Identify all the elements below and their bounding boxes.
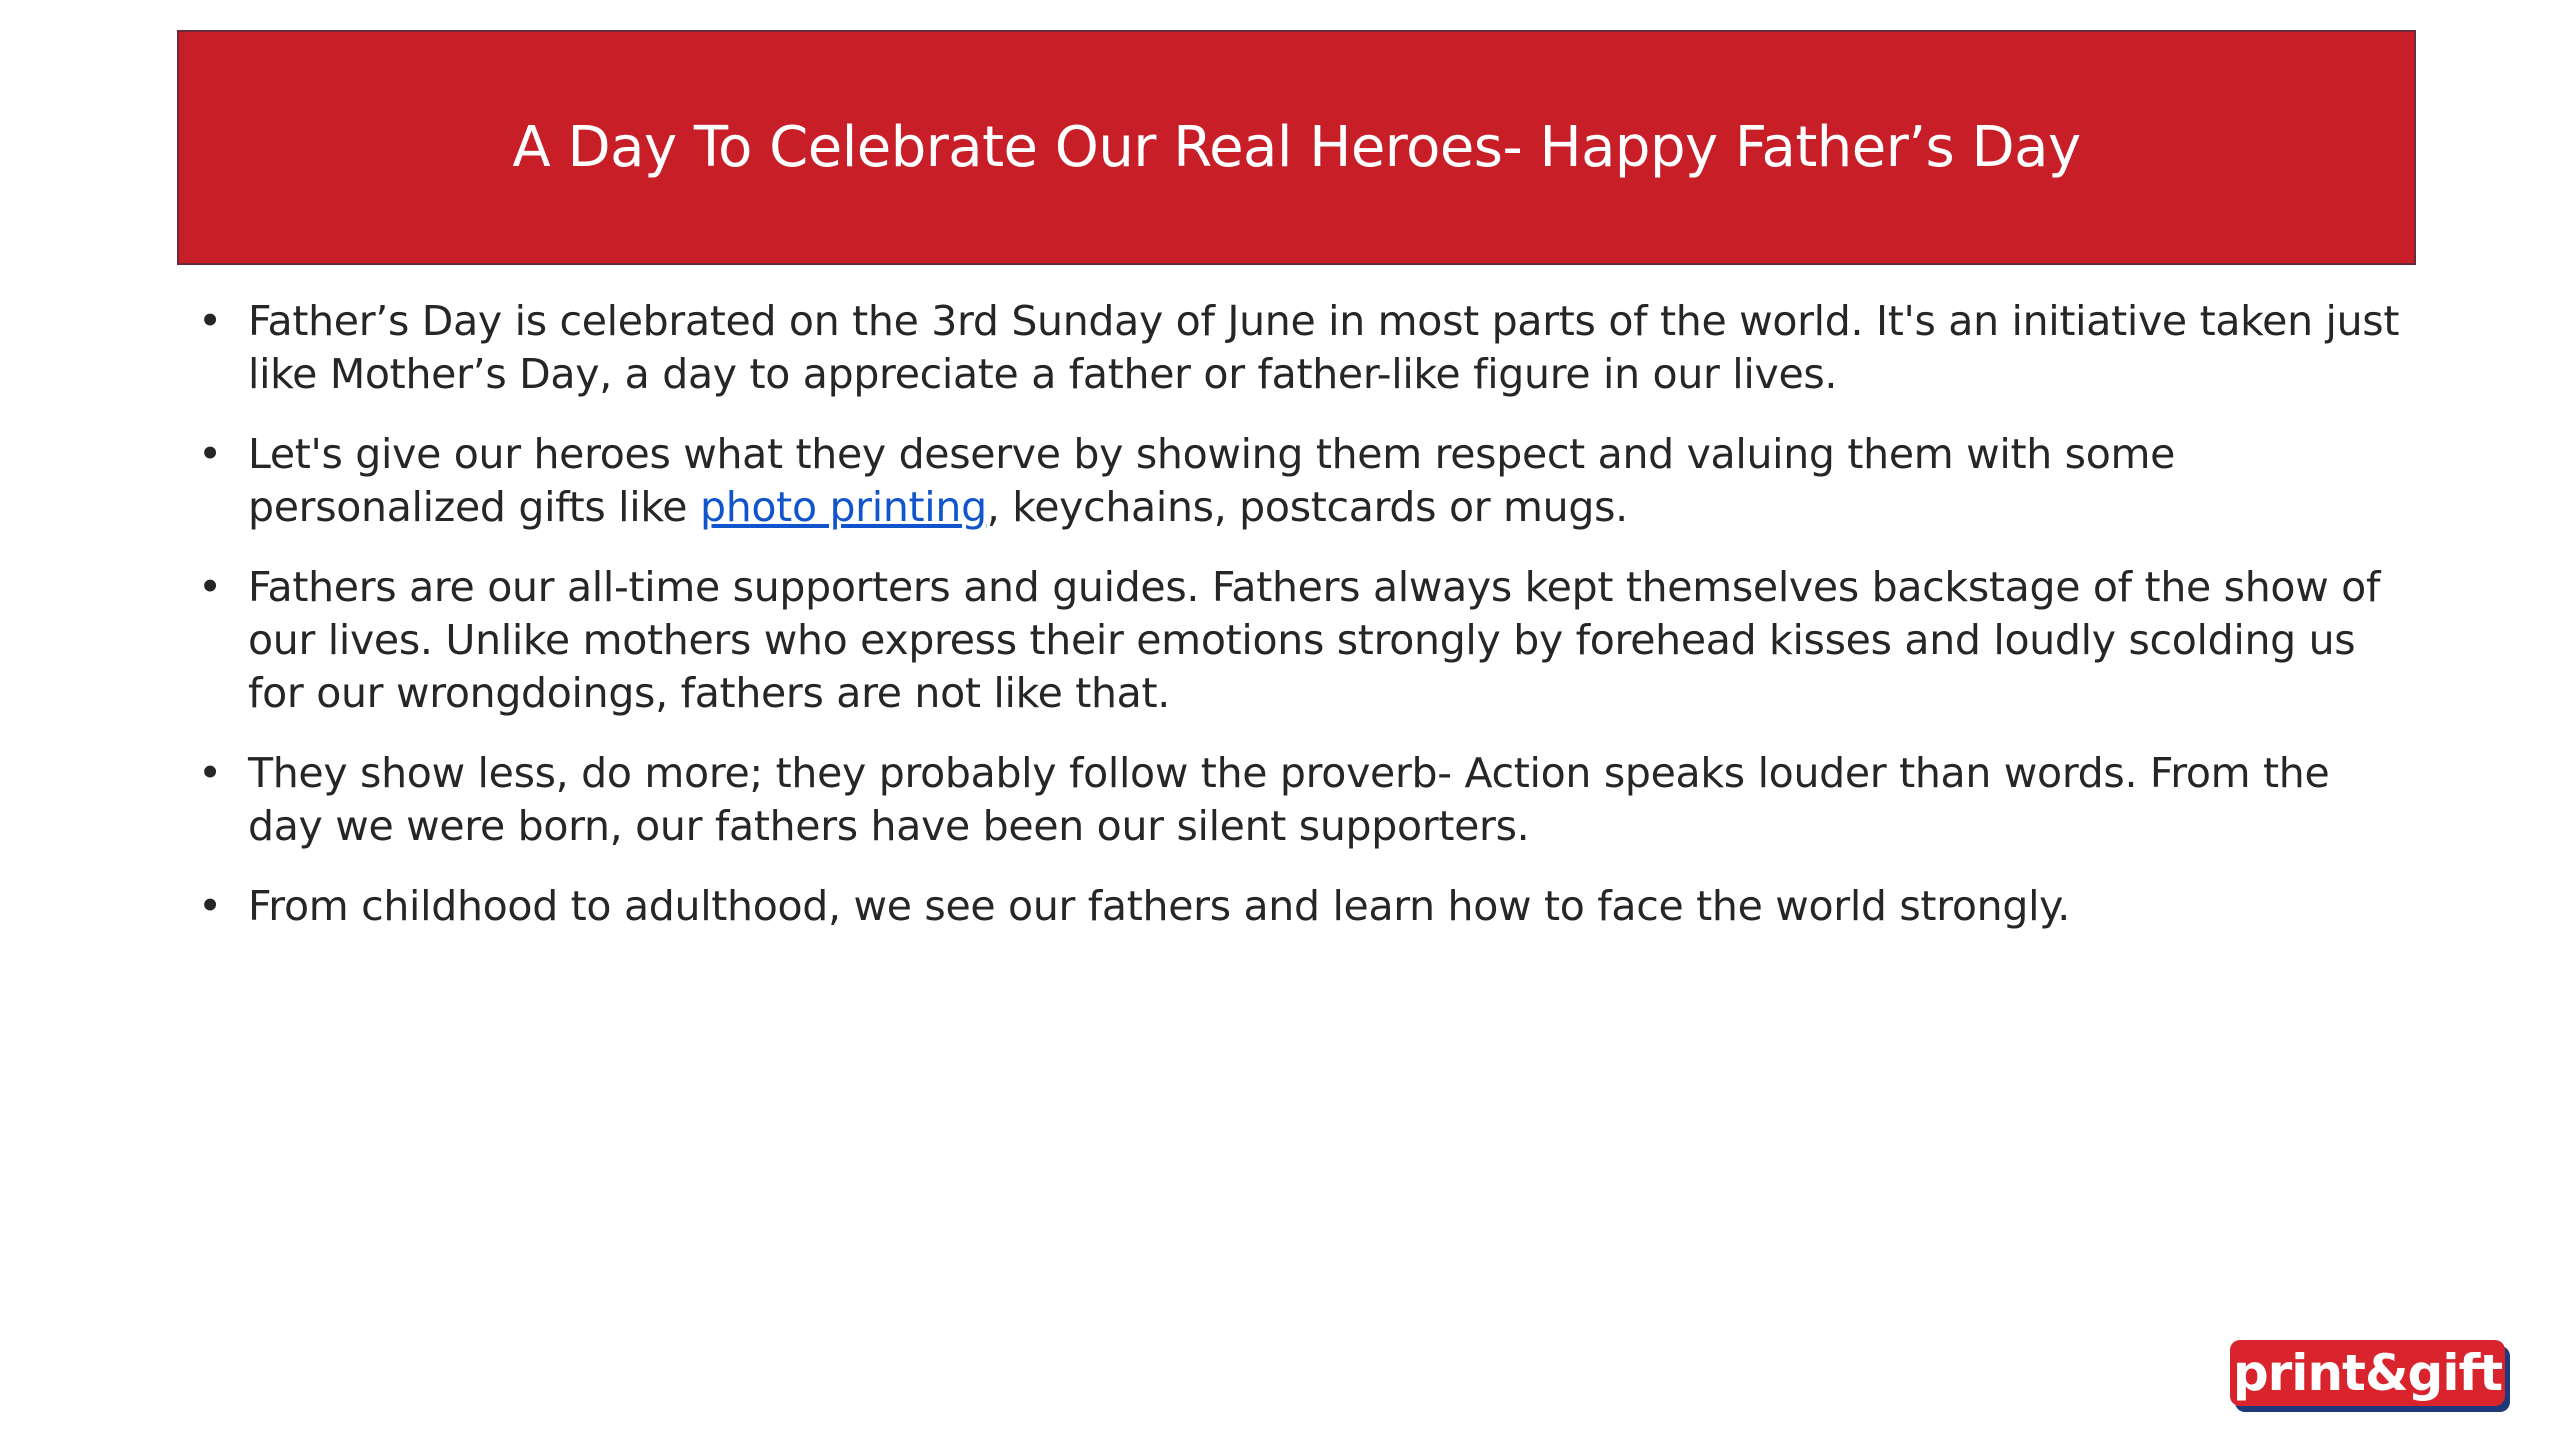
bullet-text: Fathers are our all-time supporters and guides. Fathers always kept themselves backstage of the show of our lives. Unlike mothers who express their emotions strongly by forehead kisses and loudly scolding us for our wrongdoings, fathers are not like that. bbox=[248, 563, 2381, 717]
bullet-text: They show less, do more; they probably follow the proverb- Action speaks louder than words. From the day we were born, our fathers have been our silent supporters. bbox=[248, 749, 2330, 850]
logo-text: print&gift bbox=[2232, 1344, 2503, 1402]
bullet-text: Father’s Day is celebrated on the 3rd Sunday of June in most parts of the world. It's an initiative taken just like Mother’s Day, a day to appreciate a father or father-like figure in our lives. bbox=[248, 297, 2400, 398]
bullet-item-4 bbox=[190, 747, 2400, 853]
bullet-list bbox=[190, 295, 2400, 960]
photo-printing-link[interactable]: photo printing bbox=[699, 483, 987, 531]
bullet-marker: • bbox=[198, 749, 222, 797]
title-banner bbox=[177, 30, 2416, 265]
bullet-item-2 bbox=[190, 428, 2400, 534]
bullet-item-1 bbox=[190, 295, 2400, 401]
bullet-marker: • bbox=[198, 563, 222, 611]
bullet-text-after-link: , keychains, postcards or mugs. bbox=[986, 483, 1628, 531]
bullet-marker: • bbox=[198, 297, 222, 345]
bullet-text-before-link: Let's give our heroes what they deserve by showing them respect and valuing them with some personalized gifts like bbox=[248, 430, 2176, 531]
print-and-gift-logo bbox=[2230, 1340, 2505, 1406]
bullet-item-5 bbox=[190, 880, 2400, 933]
bullet-text: From childhood to adulthood, we see our fathers and learn how to face the world strongly. bbox=[248, 882, 2071, 930]
bullet-marker: • bbox=[198, 430, 222, 478]
slide-title: A Day To Celebrate Our Real Heroes- Happy Father’s Day bbox=[512, 115, 2081, 180]
bullet-item-3 bbox=[190, 561, 2400, 720]
bullet-marker: • bbox=[198, 882, 222, 930]
